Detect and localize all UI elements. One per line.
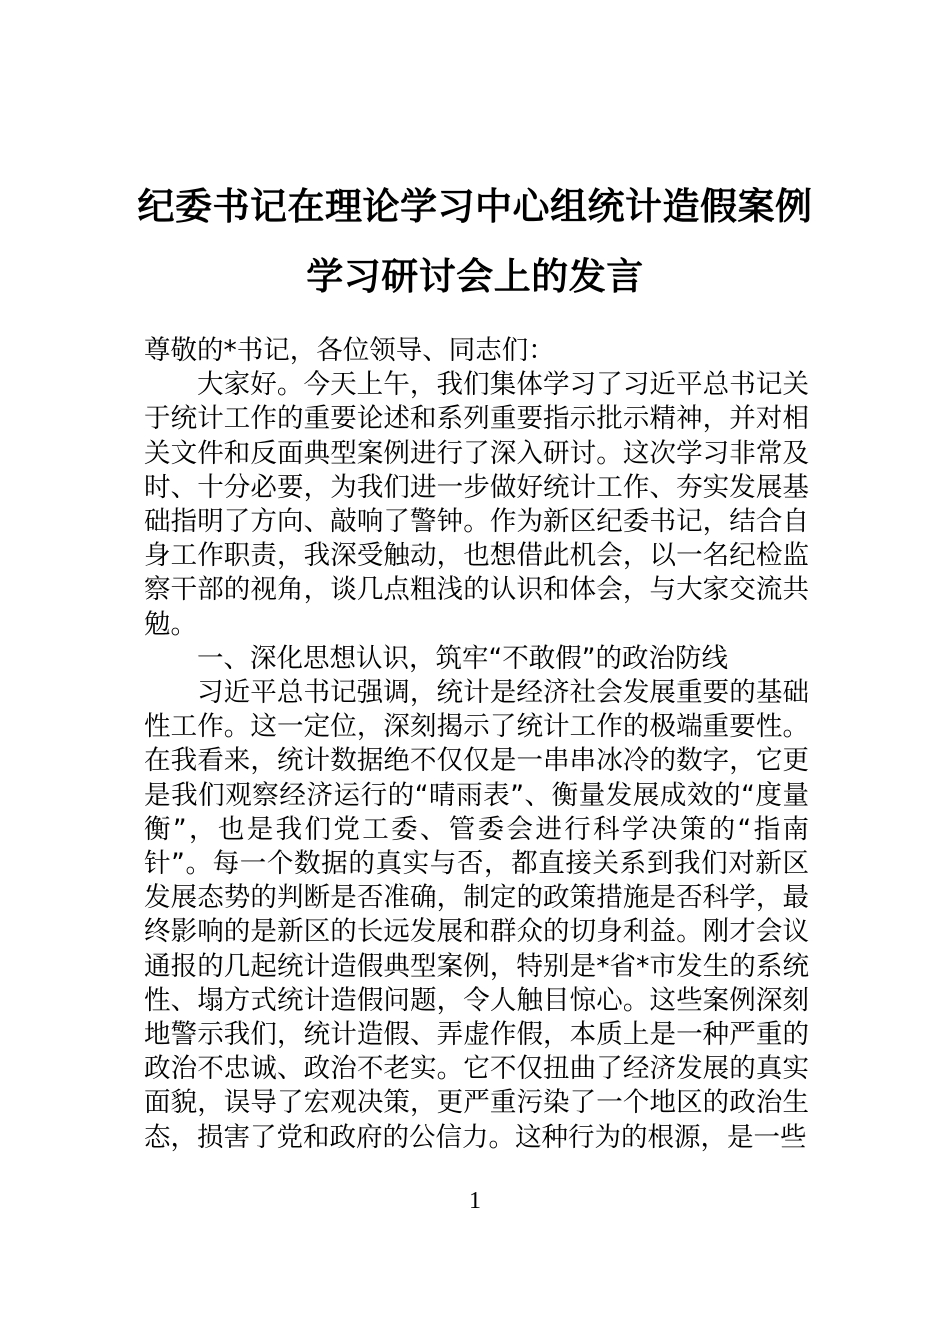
paragraph-intro: 大家好。今天上午，我们集体学习了习近平总书记关于统计工作的重要论述和系列重要指示批示精神，并对相关文件和反面典型案例进行了深入研讨。这次学习非常及时、十分必要，为我们进一步做好统计工作、夯实发展基础指明了方向、敲响了警钟。作为新区纪委书记，结合自身工作职责，我深受触动，也想借此机会，以一名纪检监察干部的视角，谈几点粗浅的认识和体会，与大家交流共勉。 — [144, 369, 809, 640]
document-title-line-2: 学习研讨会上的发言 — [306, 255, 644, 298]
salutation: 尊敬的*书记，各位领导、同志们： — [144, 335, 555, 366]
document-body — [144, 334, 809, 1155]
page-number: 1 — [469, 1188, 481, 1214]
document-title-line-1: 纪委书记在理论学习中心组统计造假案例 — [137, 185, 813, 228]
section-heading-1: 一、深化思想认识，筑牢“不敢假”的政治防线 — [197, 642, 728, 674]
paragraph-section-1: 习近平总书记强调，统计是经济社会发展重要的基础性工作。这一定位，深刻揭示了统计工作的极端重要性。在我看来，统计数据绝不仅仅是一串串冰冷的数字，它更是我们观察经济运行的“晴雨表”、衡量发展成效的“度量衡”，也是我们党工委、管委会进行科学决策的“指南针”。每一个数据的真实与否，都直接关系到我们对新区发展态势的判断是否准确，制定的政策措施是否科学，最终影响的是新区的长远发展和群众的切身利益。刚才会议通报的几起统计造假典型案例，特别是*省*市发生的系统性、塌方式统计造假问题，令人触目惊心。这些案例深刻地警示我们，统计造假、弄虚作假，本质上是一种严重的政治不忠诚、政治不老实。它不仅扭曲了经济发展的真实面貌，误导了宏观决策，更严重污染了一个地区的政治生态，损害了党和政府的公信力。这种行为的根源，是一些 — [144, 677, 809, 1153]
